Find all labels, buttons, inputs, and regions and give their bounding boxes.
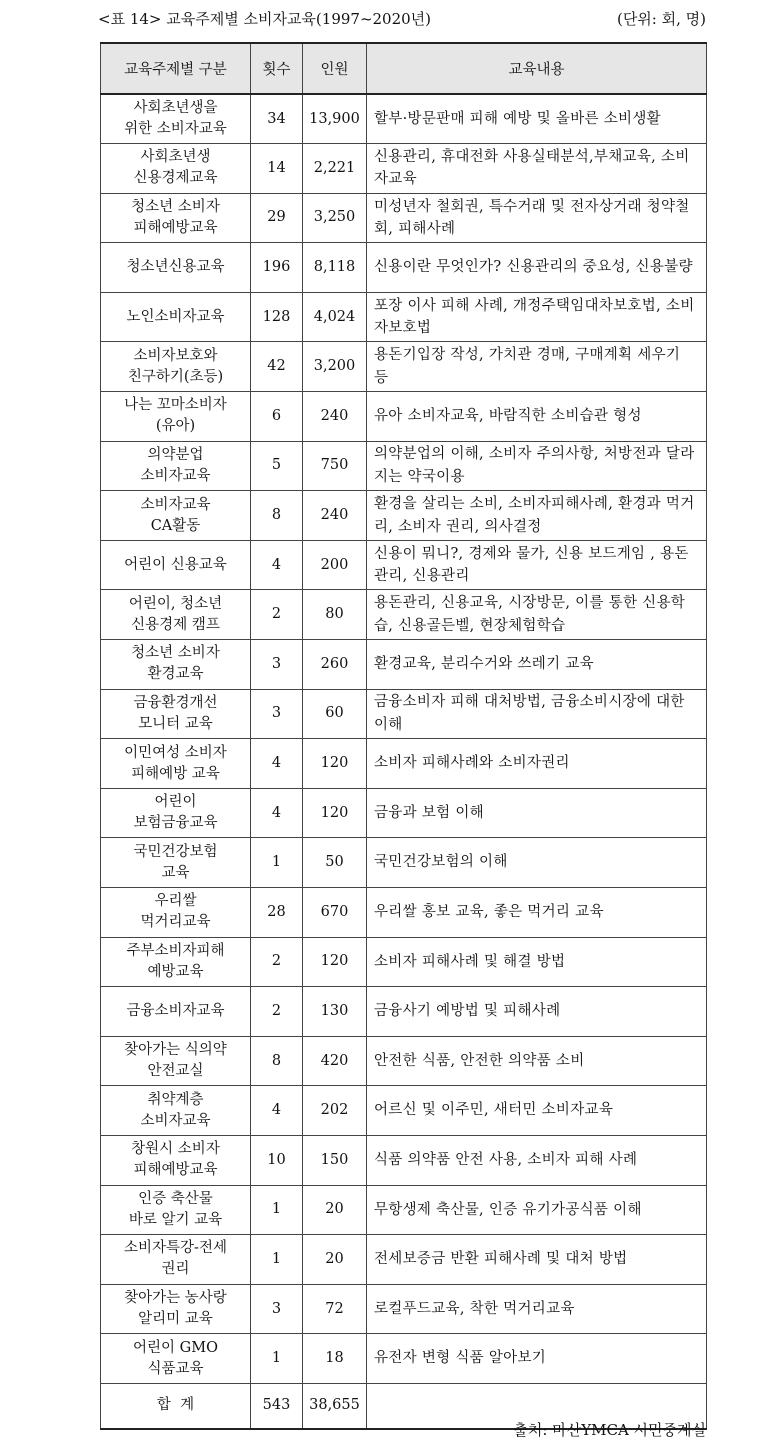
cell-count: 1 <box>251 838 303 888</box>
cell-count: 3 <box>251 640 303 690</box>
cell-count: 4 <box>251 788 303 838</box>
cell-subject: 청소년 소비자 피해예방교육 <box>101 193 251 243</box>
cell-count: 5 <box>251 441 303 491</box>
cell-content: 로컬푸드교육, 착한 먹거리교육 <box>367 1284 707 1334</box>
table-row <box>101 1284 707 1334</box>
table-row <box>101 1185 707 1235</box>
cell-people: 8,118 <box>303 243 367 293</box>
table-row <box>101 94 707 144</box>
table-row <box>101 193 707 243</box>
cell-people: 120 <box>303 937 367 987</box>
header-count: 횟수 <box>251 43 303 94</box>
cell-people: 202 <box>303 1086 367 1136</box>
table-row <box>101 640 707 690</box>
cell-subject: 청소년신용교육 <box>101 243 251 293</box>
cell-count: 2 <box>251 987 303 1037</box>
cell-content: 신용이 뭐니?, 경제와 물가, 신용 보드게임 , 용돈관리, 신용관리 <box>367 540 707 590</box>
cell-subject: 금융소비자교육 <box>101 987 251 1037</box>
cell-content: 할부·방문판매 피해 예방 및 올바른 소비생활 <box>367 94 707 144</box>
cell-content: 국민건강보험의 이해 <box>367 838 707 888</box>
cell-subject: 이민여성 소비자 피해예방 교육 <box>101 739 251 789</box>
total-people: 38,655 <box>303 1383 367 1429</box>
cell-people: 60 <box>303 689 367 739</box>
cell-count: 2 <box>251 937 303 987</box>
cell-subject: 노인소비자교육 <box>101 292 251 342</box>
cell-count: 4 <box>251 540 303 590</box>
cell-subject: 주부소비자피해 예방교육 <box>101 937 251 987</box>
cell-content: 어르신 및 이주민, 새터민 소비자교육 <box>367 1086 707 1136</box>
cell-content: 신용관리, 휴대전화 사용실태분석,부채교육, 소비자교육 <box>367 144 707 194</box>
table-row <box>101 590 707 640</box>
cell-count: 29 <box>251 193 303 243</box>
cell-content: 의약분업의 이해, 소비자 주의사항, 처방전과 달라지는 약국이용 <box>367 441 707 491</box>
cell-content: 무항생제 축산물, 인증 유기가공식품 이해 <box>367 1185 707 1235</box>
cell-subject: 어린이 신용교육 <box>101 540 251 590</box>
cell-subject: 찾아가는 농사랑 알리미 교육 <box>101 1284 251 1334</box>
cell-count: 10 <box>251 1135 303 1185</box>
cell-subject: 소비자특강-전세 권리 <box>101 1235 251 1285</box>
cell-people: 13,900 <box>303 94 367 144</box>
cell-count: 6 <box>251 392 303 442</box>
cell-people: 420 <box>303 1036 367 1086</box>
cell-subject: 어린이, 청소년 신용경제 캠프 <box>101 590 251 640</box>
total-label: 합 계 <box>101 1383 251 1429</box>
table-unit: (단위: 회, 명) <box>616 10 706 28</box>
cell-subject: 나는 꼬마소비자 (유아) <box>101 392 251 442</box>
cell-content: 식품 의약품 안전 사용, 소비자 피해 사례 <box>367 1135 707 1185</box>
cell-content: 포장 이사 피해 사례, 개정주택임대차보호법, 소비자보호법 <box>367 292 707 342</box>
cell-content: 소비자 피해사례 및 해결 방법 <box>367 937 707 987</box>
table-row <box>101 987 707 1037</box>
cell-count: 128 <box>251 292 303 342</box>
table-row <box>101 392 707 442</box>
header-people: 인원 <box>303 43 367 94</box>
cell-people: 200 <box>303 540 367 590</box>
cell-count: 1 <box>251 1185 303 1235</box>
source-note: 출처: 마산YMCA 시민중계실 <box>513 1421 706 1439</box>
cell-people: 18 <box>303 1334 367 1384</box>
table-row <box>101 689 707 739</box>
cell-people: 3,200 <box>303 342 367 392</box>
cell-count: 1 <box>251 1235 303 1285</box>
table-row <box>101 491 707 541</box>
cell-count: 28 <box>251 888 303 938</box>
cell-content: 유전자 변형 식품 알아보기 <box>367 1334 707 1384</box>
cell-content: 환경을 살리는 소비, 소비자피해사례, 환경과 먹거리, 소비자 권리, 의사결정 <box>367 491 707 541</box>
cell-content: 용돈기입장 작성, 가치관 경매, 구매계획 세우기 등 <box>367 342 707 392</box>
cell-count: 1 <box>251 1334 303 1384</box>
cell-people: 150 <box>303 1135 367 1185</box>
cell-subject: 어린이 보험금융교육 <box>101 788 251 838</box>
table-row <box>101 1086 707 1136</box>
cell-subject: 국민건강보험 교육 <box>101 838 251 888</box>
cell-people: 240 <box>303 491 367 541</box>
cell-people: 3,250 <box>303 193 367 243</box>
table-row <box>101 342 707 392</box>
table-row <box>101 144 707 194</box>
cell-count: 34 <box>251 94 303 144</box>
cell-count: 4 <box>251 1086 303 1136</box>
education-table <box>100 42 707 1430</box>
cell-count: 4 <box>251 739 303 789</box>
table-header-row <box>101 43 707 94</box>
cell-people: 120 <box>303 739 367 789</box>
total-count: 543 <box>251 1383 303 1429</box>
cell-subject: 어린이 GMO 식품교육 <box>101 1334 251 1384</box>
cell-content: 우리쌀 홍보 교육, 좋은 먹거리 교육 <box>367 888 707 938</box>
cell-subject: 취약계층 소비자교육 <box>101 1086 251 1136</box>
header-content: 교육내용 <box>367 43 707 94</box>
cell-content: 전세보증금 반환 피해사례 및 대처 방법 <box>367 1235 707 1285</box>
cell-people: 4,024 <box>303 292 367 342</box>
cell-count: 196 <box>251 243 303 293</box>
cell-content: 신용이란 무엇인가? 신용관리의 중요성, 신용불량 <box>367 243 707 293</box>
cell-subject: 창원시 소비자 피해예방교육 <box>101 1135 251 1185</box>
cell-people: 72 <box>303 1284 367 1334</box>
cell-people: 80 <box>303 590 367 640</box>
cell-subject: 찾아가는 식의약 안전교실 <box>101 1036 251 1086</box>
table-title: <표 14> 교육주제별 소비자교육(1997~2020년) <box>98 10 432 28</box>
cell-subject: 청소년 소비자 환경교육 <box>101 640 251 690</box>
table-row <box>101 540 707 590</box>
table-row <box>101 1235 707 1285</box>
table-row <box>101 441 707 491</box>
cell-count: 3 <box>251 689 303 739</box>
cell-people: 50 <box>303 838 367 888</box>
table-row <box>101 838 707 888</box>
table-row <box>101 1334 707 1384</box>
table-row <box>101 937 707 987</box>
cell-content: 소비자 피해사례와 소비자권리 <box>367 739 707 789</box>
cell-subject: 의약분업 소비자교육 <box>101 441 251 491</box>
cell-people: 20 <box>303 1235 367 1285</box>
cell-subject: 우리쌀 먹거리교육 <box>101 888 251 938</box>
cell-content: 금융과 보험 이해 <box>367 788 707 838</box>
table-row <box>101 788 707 838</box>
cell-people: 130 <box>303 987 367 1037</box>
cell-content: 금융사기 예방법 및 피해사례 <box>367 987 707 1037</box>
cell-people: 670 <box>303 888 367 938</box>
cell-subject: 소비자교육 CA활동 <box>101 491 251 541</box>
cell-people: 20 <box>303 1185 367 1235</box>
cell-count: 8 <box>251 1036 303 1086</box>
cell-content: 금융소비자 피해 대처방법, 금융소비시장에 대한 이해 <box>367 689 707 739</box>
cell-people: 120 <box>303 788 367 838</box>
cell-content: 용돈관리, 신용교육, 시장방문, 이를 통한 신용학습, 신용골든벨, 현장체험학습 <box>367 590 707 640</box>
cell-count: 3 <box>251 1284 303 1334</box>
table-row <box>101 888 707 938</box>
table-row <box>101 1036 707 1086</box>
cell-people: 240 <box>303 392 367 442</box>
cell-subject: 소비자보호와 친구하기(초등) <box>101 342 251 392</box>
cell-subject: 인증 축산물 바로 알기 교육 <box>101 1185 251 1235</box>
cell-count: 2 <box>251 590 303 640</box>
cell-subject: 사회초년생을 위한 소비자교육 <box>101 94 251 144</box>
table-row <box>101 243 707 293</box>
cell-subject: 금융환경개선 모니터 교육 <box>101 689 251 739</box>
table-caption <box>98 6 706 32</box>
cell-people: 750 <box>303 441 367 491</box>
cell-count: 8 <box>251 491 303 541</box>
cell-people: 260 <box>303 640 367 690</box>
cell-subject: 사회초년생 신용경제교육 <box>101 144 251 194</box>
cell-count: 14 <box>251 144 303 194</box>
header-subject: 교육주제별 구분 <box>101 43 251 94</box>
table-row <box>101 739 707 789</box>
cell-content: 미성년자 철회권, 특수거래 및 전자상거래 청약철회, 피해사례 <box>367 193 707 243</box>
cell-content: 유아 소비자교육, 바람직한 소비습관 형성 <box>367 392 707 442</box>
cell-people: 2,221 <box>303 144 367 194</box>
cell-content: 안전한 식품, 안전한 의약품 소비 <box>367 1036 707 1086</box>
table-row <box>101 292 707 342</box>
table-row <box>101 1135 707 1185</box>
cell-count: 42 <box>251 342 303 392</box>
cell-content: 환경교육, 분리수거와 쓰레기 교육 <box>367 640 707 690</box>
